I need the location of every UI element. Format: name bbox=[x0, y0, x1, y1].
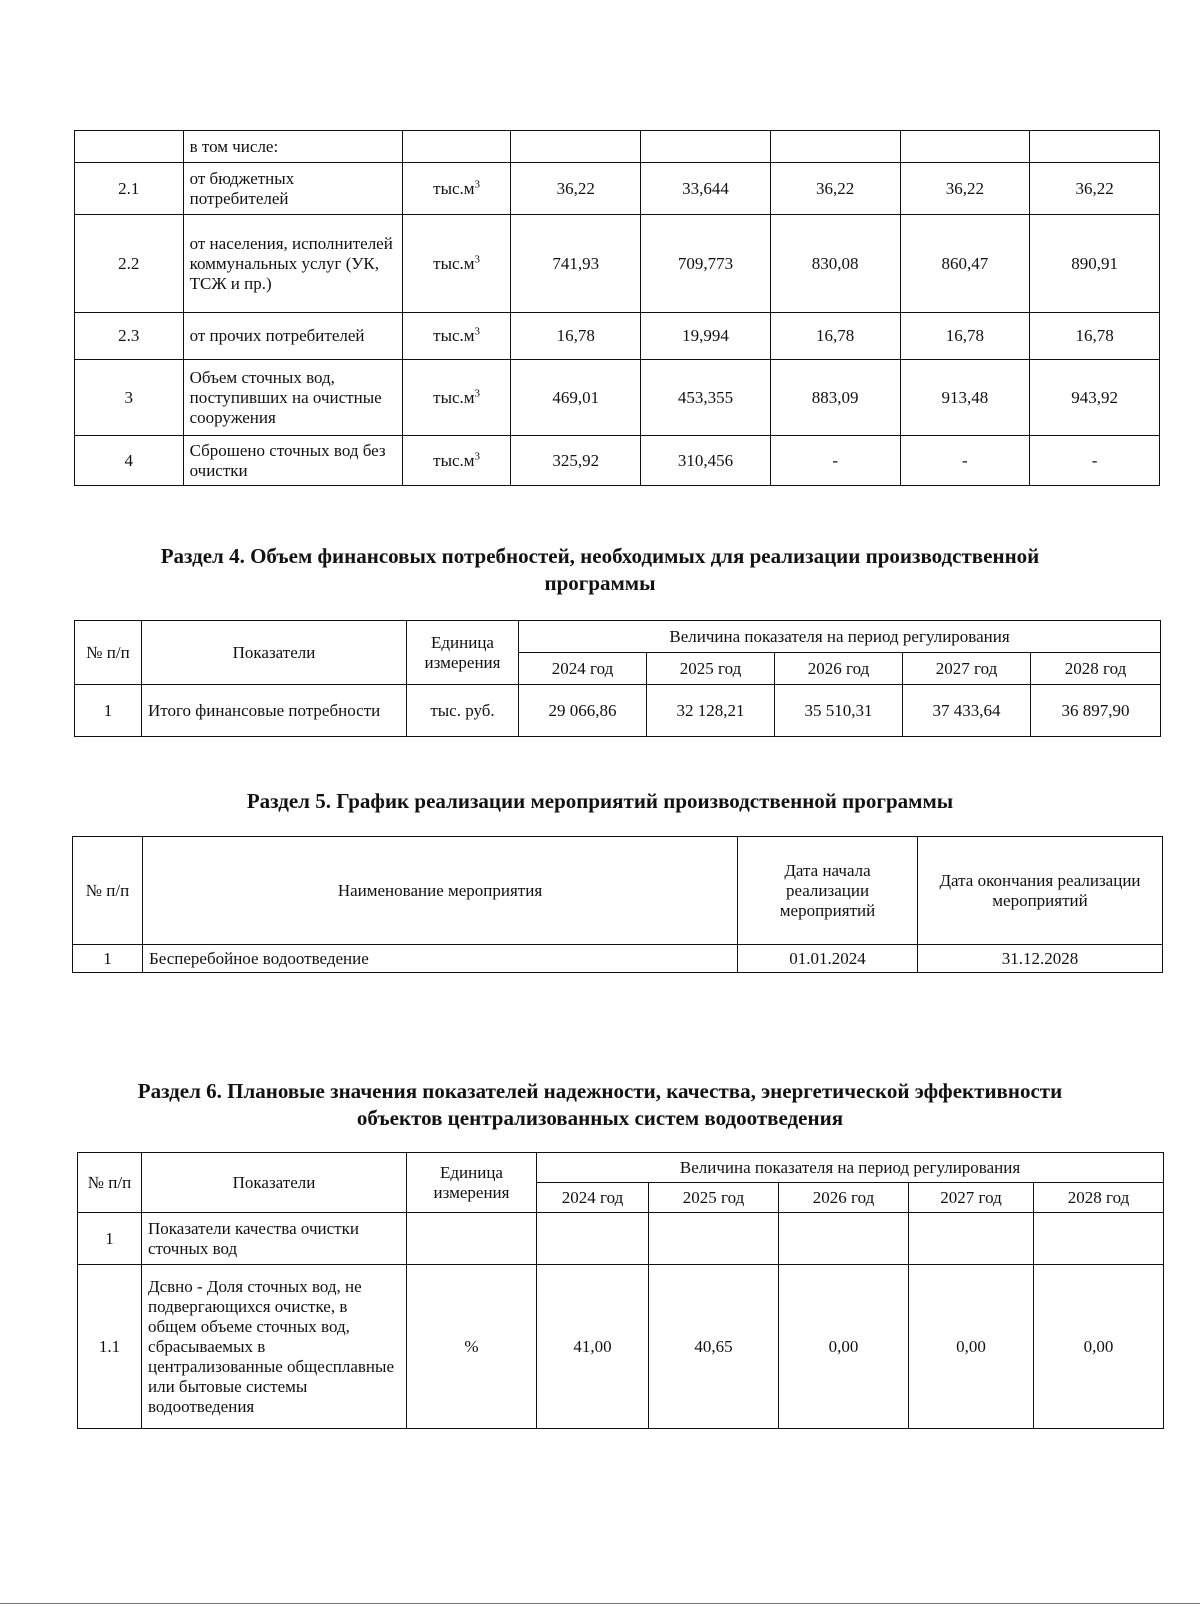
table-row bbox=[75, 163, 1160, 215]
value-cell: 469,01 bbox=[511, 360, 641, 436]
section5-title: Раздел 5. График реализации мероприятий производственной программы bbox=[246, 789, 954, 813]
row-number: 1 bbox=[73, 945, 143, 973]
wastewater-volume-table bbox=[74, 130, 1160, 486]
year-header: 2025 год bbox=[649, 1183, 779, 1213]
start-date: 01.01.2024 bbox=[738, 945, 918, 973]
unit-cell: тыс. руб. bbox=[407, 685, 519, 737]
row-number: 1 bbox=[78, 1213, 142, 1265]
value-cell: 709,773 bbox=[641, 215, 771, 313]
year-header: 2027 год bbox=[909, 1183, 1034, 1213]
value-cell: 0,00 bbox=[779, 1265, 909, 1429]
row-number: 1 bbox=[75, 685, 142, 737]
unit-cell: $тыс.м^3$ bbox=[402, 313, 511, 360]
value-cell: 16,78 bbox=[900, 313, 1030, 360]
value-cell: - bbox=[770, 436, 900, 486]
table-row bbox=[75, 215, 1160, 313]
financial-needs-table bbox=[74, 620, 1161, 737]
row-number: 2.2 bbox=[75, 215, 184, 313]
subheader-cell: в том числе: bbox=[183, 131, 402, 163]
value-cell: 0,00 bbox=[1034, 1265, 1164, 1429]
section6-title: Раздел 6. Плановые значения показателей надежности, качества, энергетической эффективности объектов централизованных систем водоотведения bbox=[137, 1079, 1063, 1130]
header-unit: Единица измерения bbox=[407, 621, 519, 685]
value-cell: 32 128,21 bbox=[647, 685, 775, 737]
header-indicator: Показатели bbox=[142, 1153, 407, 1213]
header-indicator: Показатели bbox=[142, 621, 407, 685]
value-cell: 36 897,90 bbox=[1031, 685, 1161, 737]
table-row bbox=[75, 131, 1160, 163]
header-num: № п/п bbox=[73, 837, 143, 945]
unit-cell: $тыс.м^3$ bbox=[402, 436, 511, 486]
value-cell: 36,22 bbox=[1030, 163, 1160, 215]
value-cell: 37 433,64 bbox=[903, 685, 1031, 737]
row-name: Бесперебойное водоотведение bbox=[143, 945, 738, 973]
value-cell: 310,456 bbox=[641, 436, 771, 486]
value-cell: 16,78 bbox=[770, 313, 900, 360]
value-cell: 33,644 bbox=[641, 163, 771, 215]
end-date: 31.12.2028 bbox=[918, 945, 1163, 973]
value-cell: 830,08 bbox=[770, 215, 900, 313]
value-cell: 41,00 bbox=[537, 1265, 649, 1429]
value-cell: 453,355 bbox=[641, 360, 771, 436]
row-number: 2.3 bbox=[75, 313, 184, 360]
table-row bbox=[73, 945, 1163, 973]
unit-cell: $тыс.м^3$ bbox=[402, 360, 511, 436]
table-header-row bbox=[73, 837, 1163, 945]
row-name: Показатели качества очистки сточных вод bbox=[142, 1213, 407, 1265]
value-cell: 29 066,86 bbox=[519, 685, 647, 737]
year-header: 2024 год bbox=[537, 1183, 649, 1213]
value-cell: 0,00 bbox=[909, 1265, 1034, 1429]
header-unit: Единица измерения bbox=[407, 1153, 537, 1213]
schedule-table bbox=[72, 836, 1163, 973]
value-cell: 943,92 bbox=[1030, 360, 1160, 436]
header-period: Величина показателя на период регулирования bbox=[537, 1153, 1164, 1183]
value-cell: 36,22 bbox=[770, 163, 900, 215]
table-row bbox=[75, 313, 1160, 360]
table-row bbox=[75, 360, 1160, 436]
indicators-table bbox=[77, 1152, 1164, 1429]
value-cell: - bbox=[900, 436, 1030, 486]
unit-cell: $тыс.м^3$ bbox=[402, 163, 511, 215]
year-header: 2026 год bbox=[775, 653, 903, 685]
page-bottom-divider bbox=[0, 1603, 1200, 1604]
value-cell: 36,22 bbox=[511, 163, 641, 215]
row-name: от населения, исполнителей коммунальных услуг (УК, ТСЖ и пр.) bbox=[183, 215, 402, 313]
row-name: Итого финансовые потребности bbox=[142, 685, 407, 737]
table-row bbox=[75, 685, 1161, 737]
value-cell: 40,65 bbox=[649, 1265, 779, 1429]
row-number: 4 bbox=[75, 436, 184, 486]
value-cell: 741,93 bbox=[511, 215, 641, 313]
value-cell: 913,48 bbox=[900, 360, 1030, 436]
table-row bbox=[78, 1265, 1164, 1429]
table-row bbox=[75, 436, 1160, 486]
table-header-row bbox=[78, 1153, 1164, 1183]
value-cell: - bbox=[1030, 436, 1160, 486]
year-header: 2024 год bbox=[519, 653, 647, 685]
row-number: 3 bbox=[75, 360, 184, 436]
year-header: 2025 год bbox=[647, 653, 775, 685]
unit-cell: $тыс.м^3$ bbox=[402, 215, 511, 313]
table-header-row bbox=[75, 621, 1161, 653]
value-cell: 890,91 bbox=[1030, 215, 1160, 313]
header-period: Величина показателя на период регулирования bbox=[519, 621, 1161, 653]
row-number: 2.1 bbox=[75, 163, 184, 215]
table-row bbox=[78, 1213, 1164, 1265]
row-name: от прочих потребителей bbox=[183, 313, 402, 360]
row-number: 1.1 bbox=[78, 1265, 142, 1429]
value-cell: 36,22 bbox=[900, 163, 1030, 215]
header-num: № п/п bbox=[75, 621, 142, 685]
row-name: от бюджетных потребителей bbox=[183, 163, 402, 215]
value-cell: 325,92 bbox=[511, 436, 641, 486]
header-name: Наименование мероприятия bbox=[143, 837, 738, 945]
value-cell: 16,78 bbox=[1030, 313, 1160, 360]
value-cell: 16,78 bbox=[511, 313, 641, 360]
header-end-date: Дата окончания реализации мероприятий bbox=[918, 837, 1163, 945]
year-header: 2028 год bbox=[1031, 653, 1161, 685]
header-num: № п/п bbox=[78, 1153, 142, 1213]
row-name: Дсвно - Доля сточных вод, не подвергающихся очистке, в общем объеме сточных вод, сбрасываемых в централизованные общесплавные или бытовые системы водоотведения bbox=[142, 1265, 407, 1429]
year-header: 2028 год bbox=[1034, 1183, 1164, 1213]
row-name: Сброшено сточных вод без очистки bbox=[183, 436, 402, 486]
header-start-date: Дата начала реализации мероприятий bbox=[738, 837, 918, 945]
value-cell: 19,994 bbox=[641, 313, 771, 360]
value-cell: 860,47 bbox=[900, 215, 1030, 313]
value-cell: 35 510,31 bbox=[775, 685, 903, 737]
section4-title: Раздел 4. Объем финансовых потребностей, необходимых для реализации производственной программы bbox=[160, 544, 1040, 595]
row-name: Объем сточных вод, поступивших на очистные сооружения bbox=[183, 360, 402, 436]
unit-cell: % bbox=[407, 1265, 537, 1429]
year-header: 2026 год bbox=[779, 1183, 909, 1213]
value-cell: 883,09 bbox=[770, 360, 900, 436]
year-header: 2027 год bbox=[903, 653, 1031, 685]
